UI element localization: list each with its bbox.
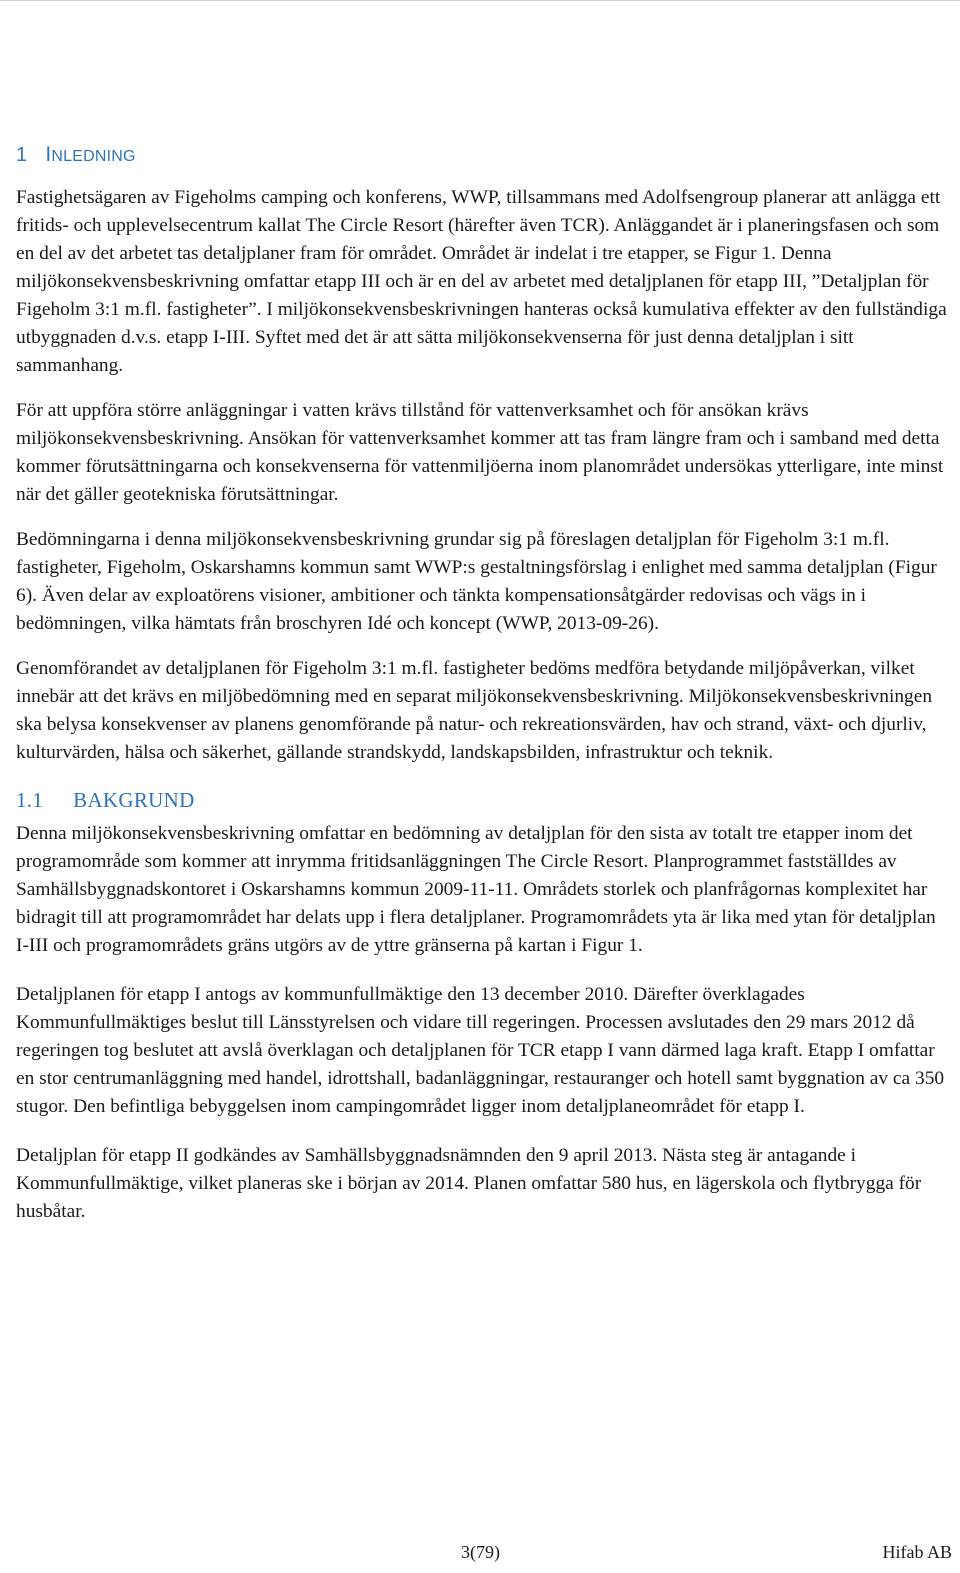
subsection-heading bbox=[16, 784, 952, 816]
paragraph-intro-1: Fastighetsägaren av Figeholms camping och konferens, WWP, tillsammans med Adolfsengroup planerar att anlägga ett fritids- och upplevelsecentrum kallat The Circle Resort (härefter även TCR). Anläggandet är i planeringsfasen och som en del av det arbetet tas detaljplaner fram för området. Området är indelat i tre etapper, se Figur 1. Denna miljökonsekvensbeskrivning omfattar etapp III och är en del av arbetet med detaljplanen för etapp III, ”Detaljplan för Figeholm 3:1 m.fl. fastigheter”. I miljökonsekvensbeskrivningen hanteras också kumulativa effekter av den fullständiga utbyggnaden d.v.s. etapp I-III. Syftet med det är att sätta miljökonsekvenserna för just denna detaljplan i sitt sammanhang. bbox=[16, 187, 947, 376]
section-title-rest: NLEDNING bbox=[51, 148, 136, 165]
section-title-initial: I bbox=[45, 143, 52, 166]
subsection-number: 1.1 bbox=[16, 788, 44, 812]
page-number: 3(79) bbox=[461, 1542, 500, 1562]
paragraph-intro-4: Genomförandet av detaljplanen för Figeholm 3:1 m.fl. fastigheter bedöms medföra betydande miljöpåverkan, vilket innebär att det krävs en miljöbedömning med en separat miljökonsekvensbeskrivning. Miljökonsekvensbeskrivningen ska belysa konsekvenser av planens genomförande på natur- och rekreationsvärden, hav och strand, växt- och djurliv, kulturvärden, hälsa och säkerhet, gällande strandskydd, landskapsbilden, infrastruktur och teknik. bbox=[16, 658, 933, 763]
section-number: 1 bbox=[16, 144, 28, 166]
page-footer bbox=[0, 1542, 960, 1570]
top-rule bbox=[0, 0, 960, 1]
document-page bbox=[16, 138, 952, 1247]
paragraph-background-3: Detaljplan för etapp II godkändes av Samhällsbyggnadsnämnden den 9 april 2013. Nästa steg är antagande i Kommunfullmäktige, vilket planeras ske i början av 2014. Planen omfattar 580 hus, en lägerskola och flytbrygga för husbåtar. bbox=[16, 1145, 922, 1222]
paragraph-intro-3: Bedömningarna i denna miljökonsekvensbeskrivning grundar sig på föreslagen detaljplan för Figeholm 3:1 m.fl. fastigheter, Figeholm, Oskarshamns kommun samt WWP:s gestaltningsförslag i enlighet med samma detaljplan (Figur 6). Även delar av exploatörens visioner, ambitioner och tänkta kompensationsåtgärder redovisas och vägs in i bedömningen, vilka hämtats från broschyren Idé och koncept (WWP, 2013-09-26). bbox=[16, 529, 937, 634]
section-heading bbox=[16, 138, 952, 174]
paragraph-background-1: Denna miljökonsekvensbeskrivning omfattar en bedömning av detaljplan för den sista av totalt tre etapper inom det programområde som kommer att inrymma fritidsanläggningen The Circle Resort. Planprogrammet fastställdes av Samhällsbyggnadskontoret i Oskarshamns kommun 2009-11-11. Områdets storlek och planfrågornas komplexitet har bidragit till att programområdet har delats upp i flera detaljplaner. Programområdets yta är lika med ytan för detaljplan I-III och programområdets gräns utgörs av de yttre gränserna på kartan i Figur 1. bbox=[16, 823, 936, 956]
paragraph-intro-2: För att uppföra större anläggningar i vatten krävs tillstånd för vattenverksamhet och för ansökan krävs miljökonsekvensbeskrivning. Ansökan för vattenverksamhet kommer att tas fram längre fram och i samband med detta kommer förutsättningarna och konsekvenserna för vattenmiljöerna inom planområdet undersökas ytterligare, inte minst när det gäller geotekniska förutsättningar. bbox=[16, 400, 944, 505]
company-name: Hifab AB bbox=[882, 1542, 952, 1562]
subsection-title: BAKGRUND bbox=[73, 788, 195, 812]
paragraph-background-2: Detaljplanen för etapp I antogs av kommunfullmäktige den 13 december 2010. Därefter överklagades Kommunfullmäktiges beslut till Länsstyrelsen och vidare till regeringen. Processen avslutades den 29 mars 2012 då regeringen tog beslutet att avslå överklagan och detaljplanen för TCR etapp I vann därmed laga kraft. Etapp I omfattar en stor centrumanläggning med handel, idrottshall, badanläggningar, restauranger och hotell samt byggnation av ca 350 stugor. Den befintliga bebyggelsen inom campingområdet ligger inom detaljplaneområdet för etapp I. bbox=[16, 984, 945, 1117]
